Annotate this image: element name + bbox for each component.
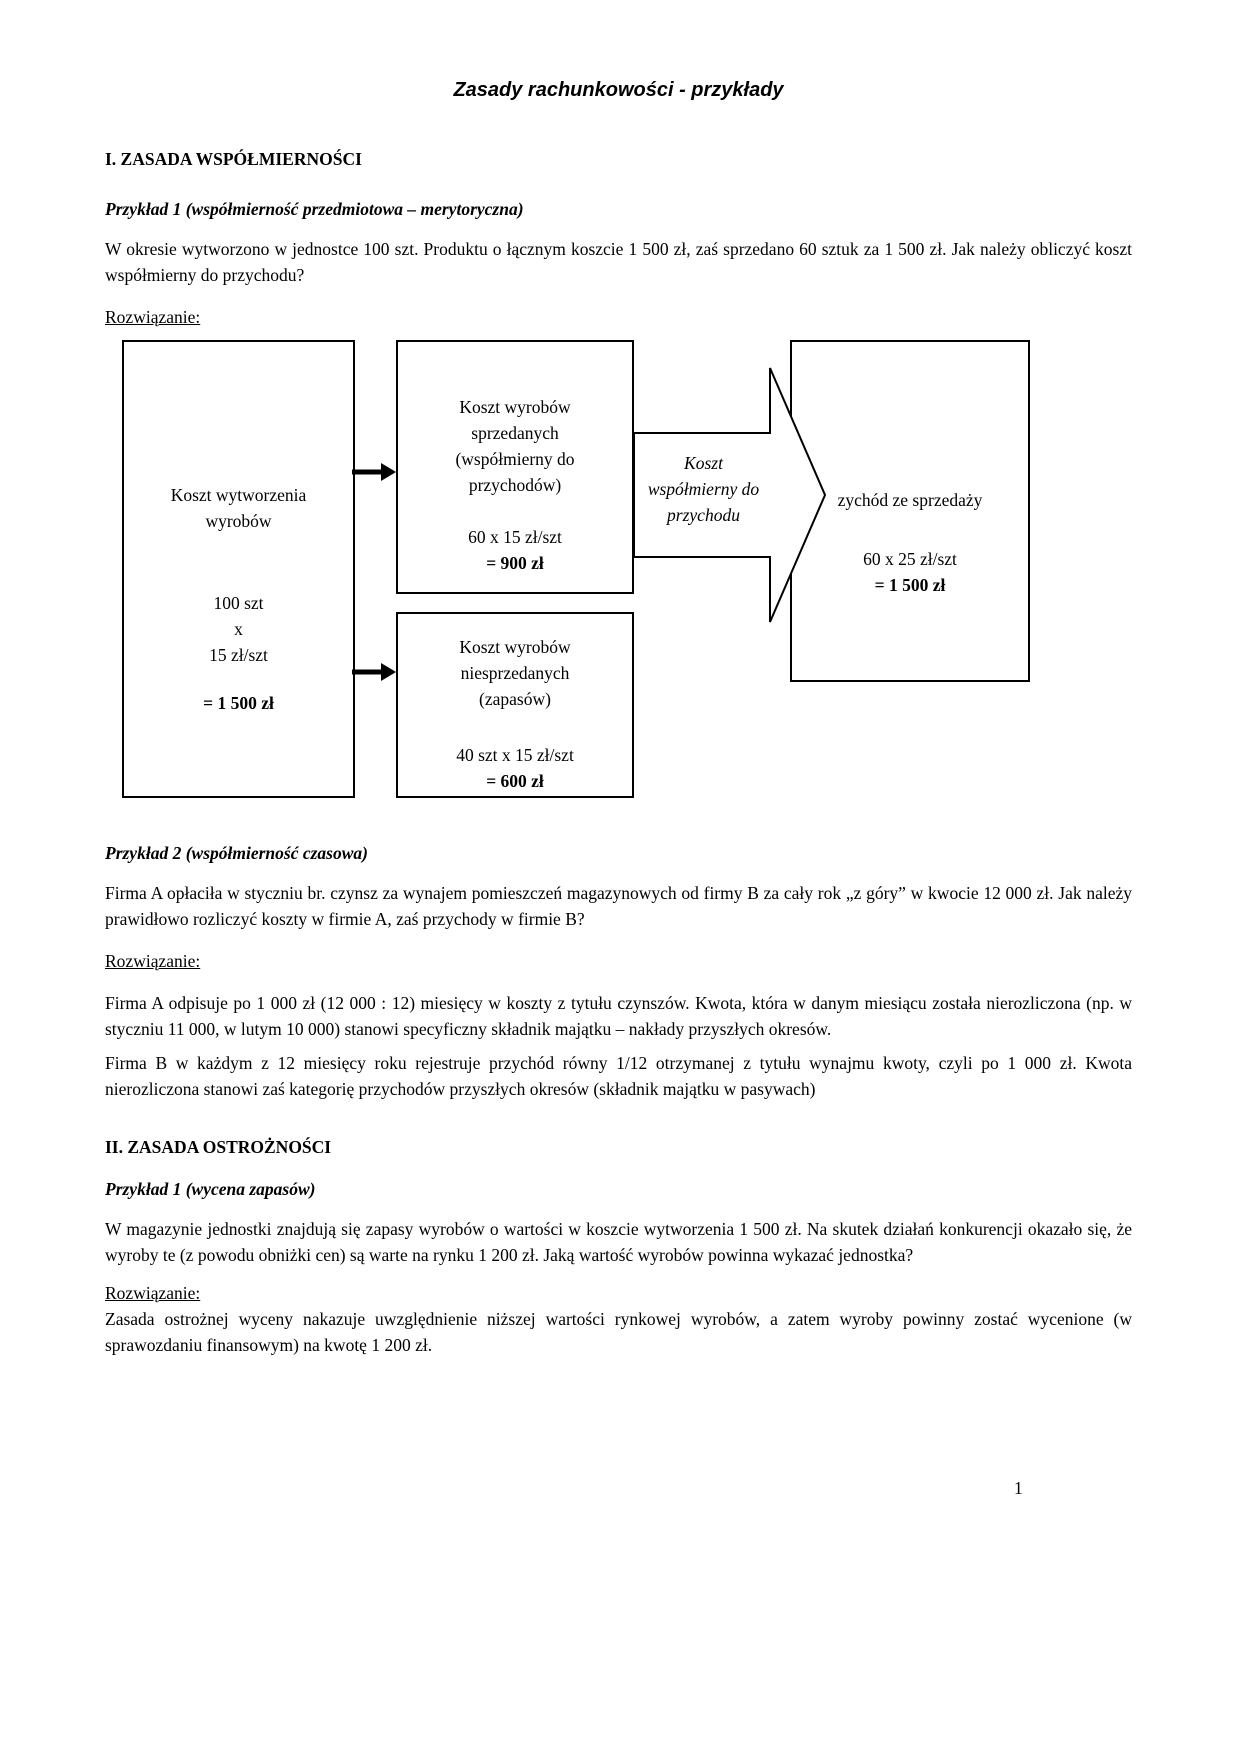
section1-example2-solution-paragraph-2: Firma B w każdym z 12 miesięcy roku rejestruje przychód równy 1/12 otrzymanej z tytułu wynajmu kwoty, czyli po 1 000 zł. Kwota nierozliczona stanowi zaś kategorię przychodów przyszłych okresów (składnik majątku w pasywach) — [105, 1053, 1132, 1099]
production-cost-box-title: Koszt wytworzenia wyrobów — [170, 485, 307, 531]
section-1-heading: I. ZASADA WSPÓŁMIERNOŚCI — [105, 149, 362, 169]
section2-example1-solution: Zasada ostrożnej wyceny nakazuje uwzględnienie niższej wartości rynkowej wyrobów, a zatem wyroby powinny zostać wycenione (w sprawozdaniu finansowym) na kwotę 1 200 zł. — [105, 1309, 1132, 1355]
cost-of-goods-sold-box-result: = 900 zł — [486, 553, 544, 573]
section2-example1-problem: W magazynie jednostki znajdują się zapasy wyrobów o wartości w koszcie wytworzenia 1 500 zł. Na skutek działań konkurencji okazało się, że wyroby te (z powodu obniżki cen) są warte na rynku 1 200 zł. Jaką wartość wyrobów powinna wykazać jednostka? — [105, 1219, 1132, 1265]
sales-revenue-box-title: zychód ze sprzedaży — [837, 490, 983, 510]
production-cost-box-calc: 100 szt x 15 zł/szt — [209, 593, 268, 665]
unsold-goods-box — [396, 612, 634, 798]
production-cost-box — [122, 340, 355, 798]
unsold-goods-box-title: Koszt wyrobów niesprzedanych (zapasów) — [459, 637, 571, 709]
sales-revenue-box-calc: 60 x 25 zł/szt — [863, 549, 957, 569]
production-cost-box-result: = 1 500 zł — [203, 693, 274, 713]
section2-example1-heading: Przykład 1 (wycena zapasów) — [105, 1179, 316, 1199]
sales-revenue-box — [790, 340, 1030, 682]
block-arrow-label: Koszt współmierny do przychodu — [647, 453, 760, 525]
arrow-right-icon — [352, 660, 396, 684]
arrow-right-icon — [352, 460, 396, 484]
page-number: 1 — [1014, 1478, 1023, 1498]
section1-example2-heading: Przykład 2 (współmierność czasowa) — [105, 843, 368, 863]
cost-of-goods-sold-box-title: Koszt wyrobów sprzedanych (współmierny do przychodów) — [455, 397, 575, 495]
section1-example1-solution-label: Rozwiązanie: — [105, 307, 201, 327]
section2-example1-solution-label: Rozwiązanie: — [105, 1283, 201, 1303]
sales-revenue-box-result: = 1 500 zł — [874, 575, 946, 595]
section1-example1-problem: W okresie wytworzono w jednostce 100 szt. Produktu o łącznym koszcie 1 500 zł, zaś sprzedano 60 sztuk za 1 500 zł. Jak należy obliczyć koszt współmierny do przychodu? — [105, 239, 1132, 285]
cost-of-goods-sold-box — [396, 340, 634, 594]
matching-principle-diagram — [105, 340, 1132, 800]
section1-example2-solution-paragraph-1: Firma A odpisuje po 1 000 zł (12 000 : 12) miesięcy w koszty z tytułu czynszów. Kwota, która w danym miesiącu została nierozliczona (np. w styczniu 11 000, w lutym 10 000) stanowi specyficzny składnik majątku – nakłady przyszłych okresów. — [105, 993, 1132, 1039]
section-2-heading: II. ZASADA OSTROŻNOŚCI — [105, 1137, 332, 1157]
cost-of-goods-sold-box-calc: 60 x 15 zł/szt — [468, 527, 562, 547]
section1-example2-solution-label: Rozwiązanie: — [105, 951, 201, 971]
section1-example1-heading: Przykład 1 (współmierność przedmiotowa – merytoryczna) — [105, 199, 524, 219]
document-title: Zasady rachunkowości - przykłady — [453, 79, 784, 101]
unsold-goods-box-calc: 40 szt x 15 zł/szt — [456, 745, 574, 765]
section1-example2-problem: Firma A opłaciła w styczniu br. czynsz za wynajem pomieszczeń magazynowych od firmy B za cały rok „z góry” w kwocie 12 000 zł. Jak należy prawidłowo rozliczyć koszty w firmie A, zaś przychody w firmie B? — [105, 883, 1132, 929]
unsold-goods-box-result: = 600 zł — [486, 771, 544, 791]
